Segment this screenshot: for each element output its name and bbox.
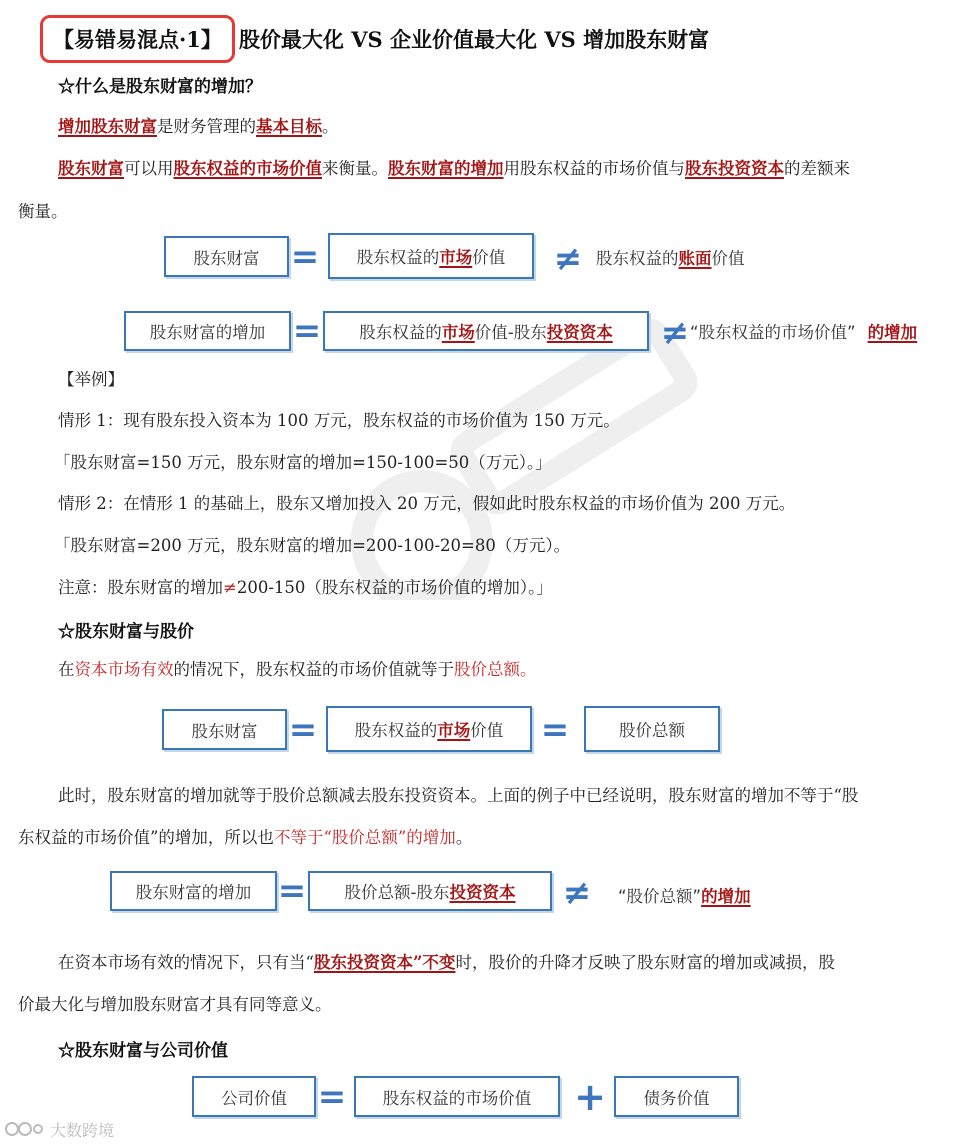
text: “股东权益的市场价值” <box>690 323 856 342</box>
equals-icon: = <box>277 871 307 911</box>
text: 价值-股东 <box>474 323 547 342</box>
text: 时，股价的升降才反映了股东财富的增加或减损，股 <box>455 953 835 972</box>
term-total-price: 股价总额。 <box>454 660 537 679</box>
text: 用股东权益的市场价值与 <box>503 159 685 178</box>
text: 股价总额-股东 <box>344 883 450 902</box>
formula2-box-wealth-increase: 股东财富的增加 <box>124 311 291 351</box>
equals-icon: = <box>317 1076 347 1117</box>
text: 可以用 <box>124 159 174 178</box>
paragraph-not-equal-explanation <box>18 775 958 859</box>
formula3-box-market-value <box>326 706 532 752</box>
formula4-box-price-minus-capital <box>308 871 552 911</box>
text: 在资本市场有效的情况下，只有当“ <box>58 953 314 972</box>
term-market: 市场 <box>439 248 473 267</box>
page-heading <box>40 14 709 64</box>
example-note <box>58 574 553 602</box>
example-title: 【举例】 <box>58 370 124 389</box>
paragraph-measure-line2: 衡量。 <box>18 202 68 221</box>
equals-icon: = <box>292 311 322 351</box>
text: 在 <box>58 660 75 679</box>
not-equal-icon: ≠ <box>553 238 583 279</box>
formula5-box-firm-value: 公司价值 <box>192 1076 316 1117</box>
heading-tag: 【易错易混点·1】 <box>40 15 235 63</box>
section-wealth-and-price: ☆股东财富与股价 <box>58 622 194 642</box>
text: “股价总额” <box>618 887 702 906</box>
text: 注意：股东财富的增加 <box>58 578 223 597</box>
text: 的差额来 <box>784 159 850 178</box>
not-equal-sign: ≠ <box>223 578 237 597</box>
term-increase: 的增加 <box>867 323 918 342</box>
heading-title: 股价最大化 VS 企业价值最大化 VS 增加股东财富 <box>238 27 710 52</box>
text: 价最大化与增加股东财富才具有同等意义。 <box>18 995 332 1014</box>
example-case2-result: 「股东财富=200 万元，股东财富的增加=200-100-20=80（万元）。 <box>54 536 571 555</box>
paragraph-efficient-market <box>58 656 537 684</box>
example-case1: 情形 1：现有股东投入资本为 100 万元，股东权益的市场价值为 150 万元。 <box>58 411 620 430</box>
paragraph-measure-line1 <box>58 155 850 183</box>
term-shareholder-wealth: 股东财富 <box>58 159 124 178</box>
text: 价值 <box>472 248 506 267</box>
equals-icon: = <box>288 709 318 750</box>
term-efficient-market: 资本市场有效 <box>74 660 174 679</box>
term-market-value: 股东权益的市场价值 <box>173 159 322 178</box>
formula4-total-price-increase <box>618 875 751 915</box>
section-wealth-and-firm-value: ☆股东财富与公司价值 <box>58 1041 228 1061</box>
paragraph-basic-goal <box>58 113 339 141</box>
paragraph-line <box>18 942 958 984</box>
text: 的情况下，股东权益的市场价值就等于 <box>173 660 454 679</box>
section-what-is-wealth-increase: ☆什么是股东财富的增加？ <box>58 77 262 97</box>
not-equal-icon: ≠ <box>660 313 690 353</box>
formula5-box-debt-value: 债务价值 <box>614 1076 739 1117</box>
term-basic-goal: 基本目标 <box>256 117 322 136</box>
formula3-box-total-price: 股价总额 <box>584 706 720 752</box>
formula4-box-wealth-increase: 股东财富的增加 <box>110 871 277 911</box>
text: 东权益的市场价值”的增加，所以也 <box>18 828 274 847</box>
text: 价值 <box>711 248 745 268</box>
term-market: 市场 <box>441 323 475 342</box>
text: 股东权益的 <box>354 721 438 740</box>
formula2-market-value-increase <box>690 311 917 351</box>
term-book: 账面 <box>678 248 712 268</box>
term-increase-wealth: 增加股东财富 <box>58 117 157 136</box>
plus-icon: + <box>574 1074 606 1119</box>
term-capital-unchanged: 股东投资资本”不变 <box>313 953 456 972</box>
text: 是财务管理的 <box>157 117 256 136</box>
text: 来衡量。 <box>322 159 388 178</box>
term-increase: 的增加 <box>701 887 751 906</box>
formula3-box-wealth: 股东财富 <box>162 709 287 750</box>
not-equal-icon: ≠ <box>562 873 592 913</box>
paragraph-capital-unchanged <box>18 942 958 1026</box>
term-invested-capital: 投资资本 <box>546 323 613 342</box>
equals-icon: = <box>540 709 570 750</box>
text: 200-150（股东权益的市场价值的增加）。」 <box>236 578 553 597</box>
paragraph-line <box>18 817 958 859</box>
term-market: 市场 <box>437 721 471 740</box>
term-invested-capital: 股东投资资本 <box>685 159 784 178</box>
equals-icon: = <box>290 236 320 277</box>
example-case2: 情形 2：在情形 1 的基础上，股东又增加投入 20 万元，假如此时股东权益的市场价值为 200 万元。 <box>58 494 796 513</box>
formula2-box-market-minus-capital <box>323 311 649 351</box>
text: 股东权益的 <box>596 248 679 268</box>
term-not-equal-total-price: 不等于“股价总额”的增加 <box>273 828 456 847</box>
text: 此时，股东财富的增加就等于股价总额减去股东投资资本。上面的例子中已经说明，股东财富的增加不等于“股 <box>58 786 859 805</box>
text: 。 <box>455 828 473 847</box>
brand-logo-icon <box>4 1118 44 1140</box>
text: 股东权益的 <box>359 323 442 342</box>
formula1-book-value <box>596 236 745 277</box>
term-wealth-increase: 股东财富的增加 <box>388 159 504 178</box>
footer-brand-text: 大数跨境 <box>50 1120 115 1140</box>
formula1-box-wealth: 股东财富 <box>164 236 289 277</box>
text: 。 <box>322 117 339 136</box>
example-case1-result: 「股东财富=150 万元，股东财富的增加=150-100=50（万元）。」 <box>54 453 552 472</box>
text: 价值 <box>470 721 504 740</box>
text: 股东权益的 <box>356 248 440 267</box>
term-invested-capital: 投资资本 <box>449 883 516 902</box>
footer-watermark <box>4 1116 114 1142</box>
formula5-box-equity-market-value: 股东权益的市场价值 <box>354 1076 560 1117</box>
formula1-box-market-value <box>328 233 534 279</box>
